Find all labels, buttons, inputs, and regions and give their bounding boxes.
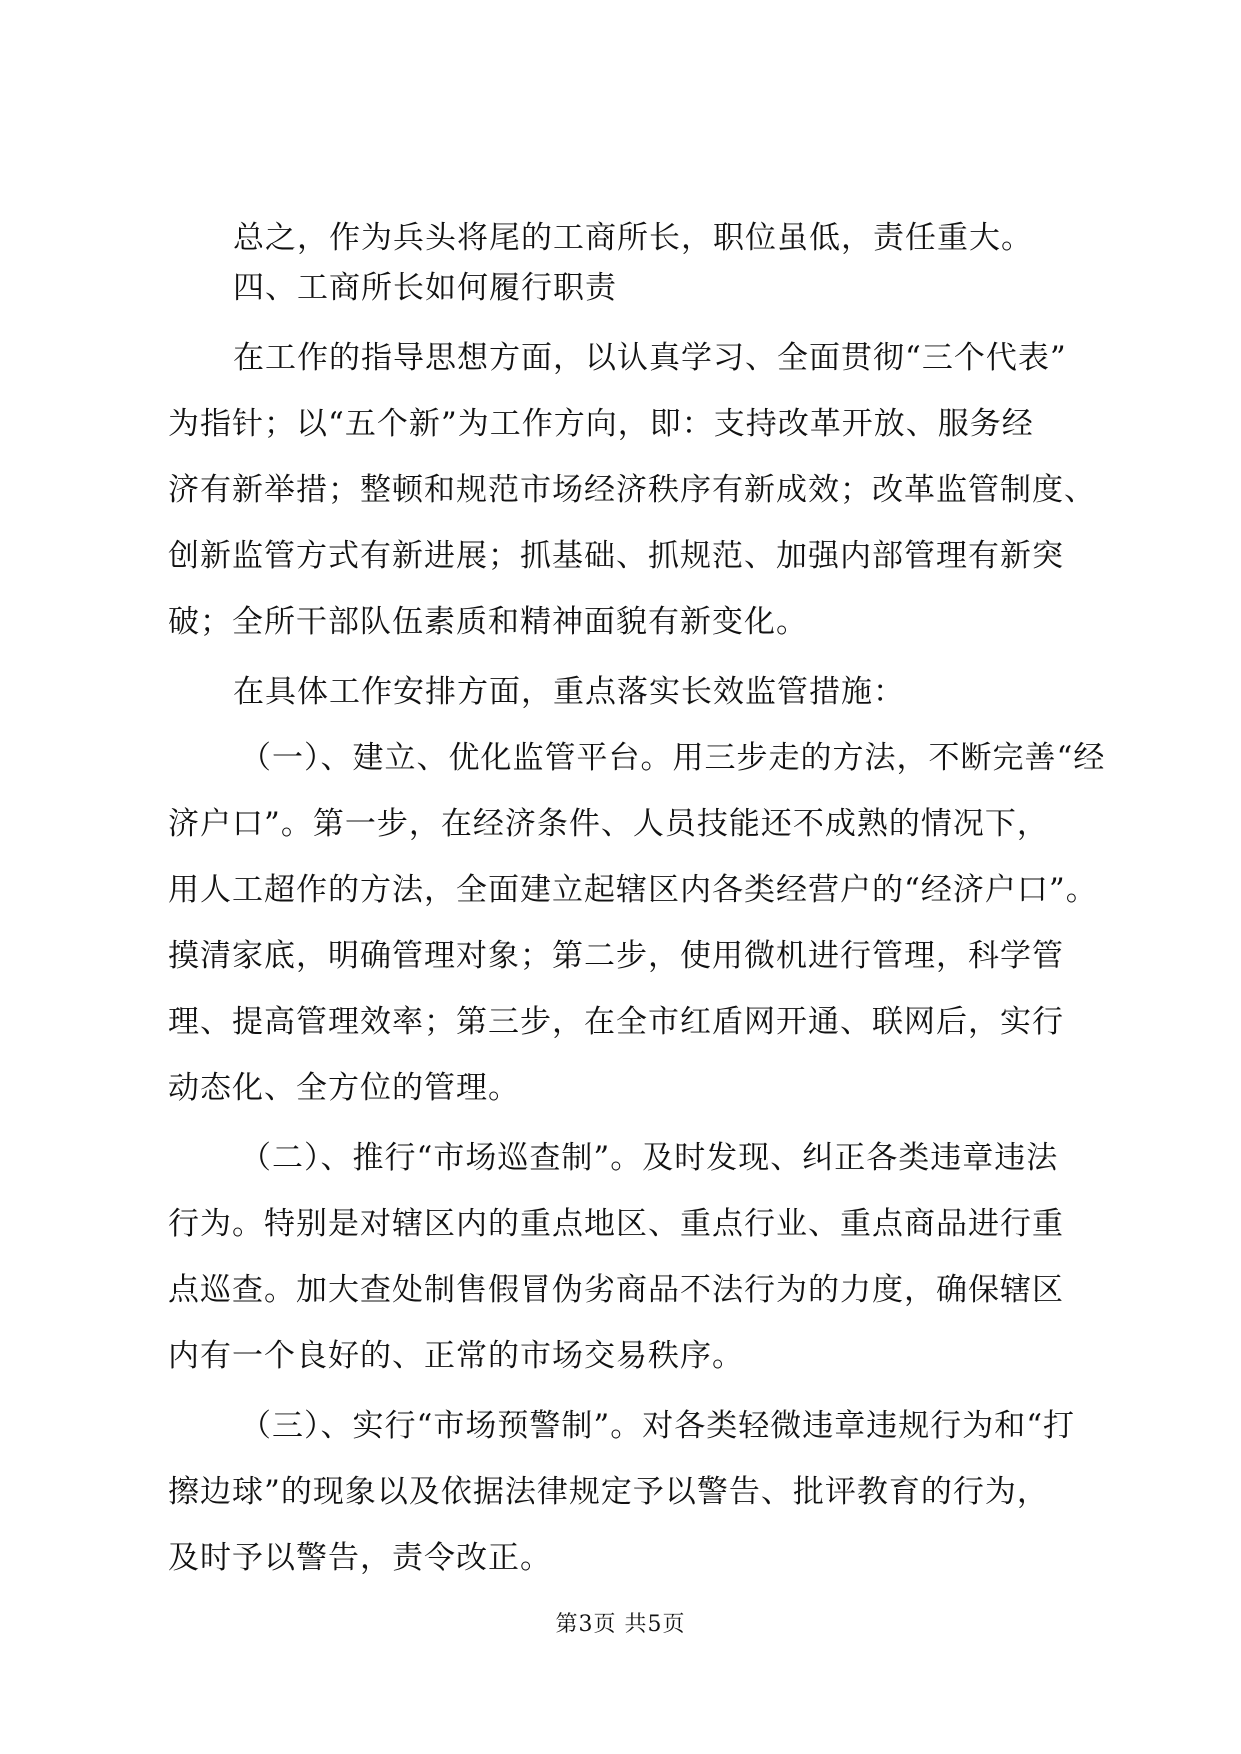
text-line: 点巡查。加大查处制售假冒伪劣商品不法行为的力度，确保辖区 xyxy=(168,1272,1064,1308)
section-heading: 四、工商所长如何履行职责 xyxy=(233,270,617,306)
text-line: 擦边球”的现象以及依据法律规定予以警告、批评教育的行为， xyxy=(168,1474,1049,1510)
text-line: 济户口”。第一步，在经济条件、人员技能还不成熟的情况下， xyxy=(168,806,1049,842)
text-line: 为指针；以“五个新”为工作方向，即：支持改革开放、服务经 xyxy=(168,406,1034,442)
text-line: 理、提高管理效率；第三步，在全市红盾网开通、联网后，实行 xyxy=(168,1004,1064,1040)
text-line: 总之，作为兵头将尾的工商所长，职位虽低，责任重大。 xyxy=(233,220,1033,256)
text-line: 济有新举措；整顿和规范市场经济秩序有新成效；改革监管制度、 xyxy=(168,472,1096,508)
text-line: 摸清家底，明确管理对象；第二步，使用微机进行管理，科学管 xyxy=(168,938,1064,974)
text-line: 在工作的指导思想方面，以认真学习、全面贯彻“三个代表” xyxy=(233,340,1067,376)
text-line: 及时予以警告，责令改正。 xyxy=(168,1540,552,1576)
text-line: 动态化、全方位的管理。 xyxy=(168,1070,520,1106)
text-line: （二）、推行“市场巡查制”。及时发现、纠正各类违章违法 xyxy=(240,1140,1059,1176)
text-line: 在具体工作安排方面，重点落实长效监管措施： xyxy=(233,674,905,710)
text-line: 行为。特别是对辖区内的重点地区、重点行业、重点商品进行重 xyxy=(168,1206,1064,1242)
page-number-footer: 第3页 共5页 xyxy=(555,1612,686,1637)
text-line: （一）、建立、优化监管平台。用三步走的方法，不断完善“经 xyxy=(240,740,1106,776)
text-line: 用人工超作的方法，全面建立起辖区内各类经营户的“经济户口”。 xyxy=(168,872,1098,908)
text-line: （三）、实行“市场预警制”。对各类轻微违章违规行为和“打 xyxy=(240,1408,1076,1444)
text-line: 破；全所干部队伍素质和精神面貌有新变化。 xyxy=(168,604,808,640)
text-line: 创新监管方式有新进展；抓基础、抓规范、加强内部管理有新突 xyxy=(168,538,1064,574)
text-line: 内有一个良好的、正常的市场交易秩序。 xyxy=(168,1338,744,1374)
